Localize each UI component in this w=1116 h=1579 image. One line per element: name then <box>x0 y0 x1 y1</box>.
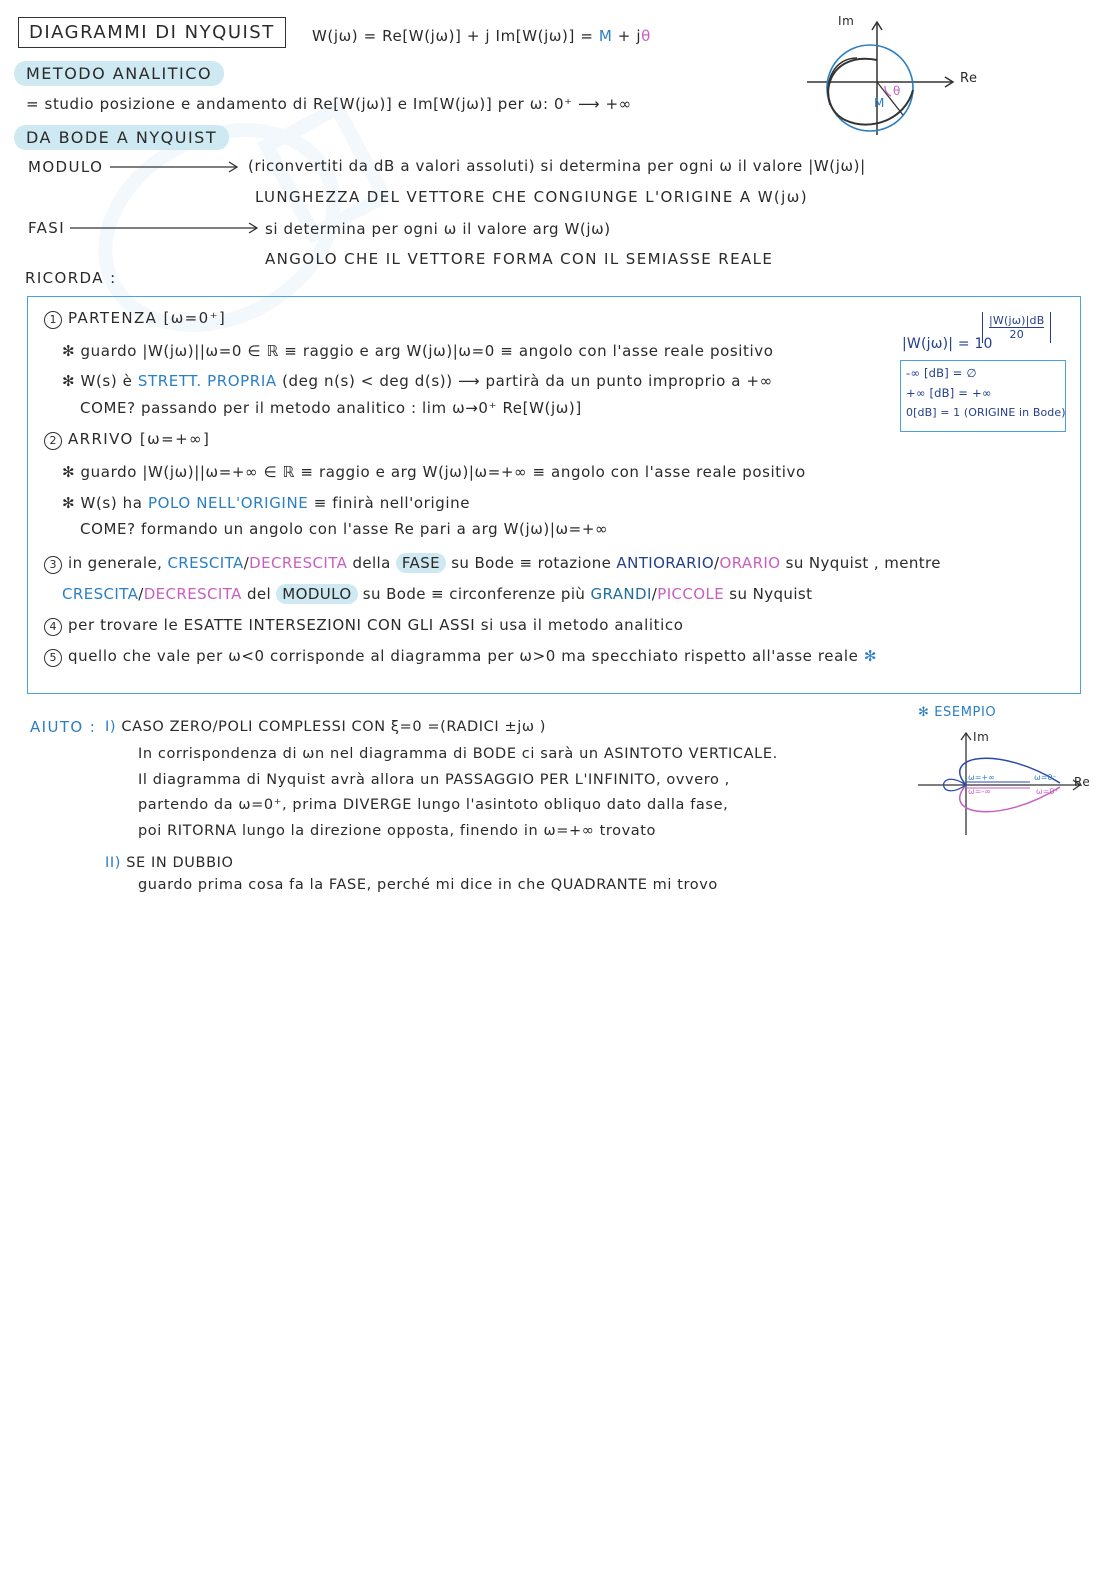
aiuto-case-1-title: I) CASO ZERO/POLI COMPLESSI CON ξ=0 =(RADICI ±jω ) <box>105 719 547 735</box>
point-4: 4 per trovare le ESATTE INTERSEZIONI CON GLI ASSI si usa il metodo analitico <box>44 616 684 636</box>
example-w-0-plus: ω=0⁺ <box>1036 787 1059 796</box>
example-title: ✻ ESEMPIO <box>918 705 997 720</box>
point-1-title: 1 PARTENZA [ω=0⁺] <box>44 309 226 329</box>
point-2-bullet-3: COME? formando un angolo con l'asse Re pari a arg W(jω)|ω=+∞ <box>80 520 609 538</box>
example-im-label: Im <box>973 730 990 744</box>
modulo-arrow <box>108 160 243 174</box>
vector-diagram-im-label: Im <box>838 14 855 28</box>
vector-diagram-re-label: Re <box>960 71 978 86</box>
point-3-line-1: 3 in generale, CRESCITA/DECRESCITA della FASE su Bode ≡ rotazione ANTIORARIO/ORARIO su Nyquist , mentre <box>44 554 941 574</box>
db-line-2: +∞ [dB] = +∞ <box>906 386 992 400</box>
aiuto-label: AIUTO : <box>30 718 97 736</box>
example-w-plus-inf: ω=+∞ <box>968 773 995 782</box>
section-heading-metodo: METODO ANALITICO <box>14 61 224 86</box>
db-formula: |W(jω)| = 10 <box>902 336 993 352</box>
point-1-bullet-3: COME? passando per il metodo analitico : lim ω→0⁺ Re[W(jω)] <box>80 399 582 417</box>
point-2-bullet-2: ✻ W(s) ha POLO NELL'ORIGINE ≡ finirà nell'origine <box>62 494 471 512</box>
example-nyquist-diagram <box>910 725 1100 840</box>
example-w-minus-inf: ω=-∞ <box>968 787 991 796</box>
example-re-label: Re <box>1074 775 1091 789</box>
point-2-title: 2 ARRIVO [ω=+∞] <box>44 430 210 450</box>
page-title: DIAGRAMMI DI NYQUIST <box>18 17 286 48</box>
fasi-arrow <box>68 221 263 235</box>
example-w-0-minus: ω=0⁻ <box>1034 773 1057 782</box>
point-5: 5 quello che vale per ω<0 corrisponde al diagramma per ω>0 ma specchiato rispetto all'asse reale ✻ <box>44 647 877 667</box>
db-line-1: -∞ [dB] = ∅ <box>906 366 977 380</box>
point-3-line-2: CRESCITA/DECRESCITA del MODULO su Bode ≡ circonferenze più GRANDI/PICCOLE su Nyquist <box>62 585 813 603</box>
fasi-text: si determina per ogni ω il valore arg W(jω) <box>265 220 611 238</box>
vector-diagram-theta-label: θ <box>893 84 901 98</box>
definition-formula: W(jω) = Re[W(jω)] + j Im[W(jω)] = M + jθ <box>312 27 651 45</box>
fasi-label: FASI <box>28 219 66 237</box>
metodo-description: = studio posizione e andamento di Re[W(jω)] e Im[W(jω)] per ω: 0⁺ ⟶ +∞ <box>26 95 632 113</box>
aiuto-case-1-line-1: In corrispondenza di ωn nel diagramma di BODE ci sarà un ASINTOTO VERTICALE. <box>138 746 778 762</box>
fasi-subtext: ANGOLO CHE IL VETTORE FORMA CON IL SEMIASSE REALE <box>265 250 774 268</box>
section-heading-bode: DA BODE A NYQUIST <box>14 125 229 150</box>
modulo-text: (riconvertiti da dB a valori assoluti) si determina per ogni ω il valore |W(jω)| <box>248 157 866 175</box>
point-1-bullet-1: ✻ guardo |W(jω)||ω=0 ∈ ℝ ≡ raggio e arg W(jω)|ω=0 ≡ angolo con l'asse reale positivo <box>62 342 774 360</box>
modulo-subtext: LUNGHEZZA DEL VETTORE CHE CONGIUNGE L'ORIGINE A W(jω) <box>255 188 808 206</box>
aiuto-case-2-line-1: guardo prima cosa fa la FASE, perché mi dice in che QUADRANTE mi trovo <box>138 877 718 893</box>
aiuto-case-1-line-4: poi RITORNA lungo la direzione opposta, finendo in ω=+∞ trovato <box>138 823 657 839</box>
point-1-bullet-2: ✻ W(s) è STRETT. PROPRIA (deg n(s) < deg d(s)) ⟶ partirà da un punto improprio a +∞ <box>62 372 773 390</box>
ricorda-label: RICORDA : <box>25 269 117 287</box>
modulo-label: MODULO <box>28 158 104 176</box>
aiuto-case-1-line-3: partendo da ω=0⁺, prima DIVERGE lungo l'asintoto obliquo dato dalla fase, <box>138 797 729 813</box>
vector-diagram-m-label: M <box>874 96 885 110</box>
point-2-bullet-1: ✻ guardo |W(jω)||ω=+∞ ∈ ℝ ≡ raggio e arg W(jω)|ω=+∞ ≡ angolo con l'asse reale positivo <box>62 463 806 481</box>
db-formula-exponent: |W(jω)|dB 20 <box>982 312 1051 343</box>
aiuto-case-2-title: II) SE IN DUBBIO <box>105 855 234 871</box>
db-line-3: 0[dB] = 1 (ORIGINE in Bode) <box>906 406 1066 419</box>
aiuto-case-1-line-2: Il diagramma di Nyquist avrà allora un PASSAGGIO PER L'INFINITO, ovvero , <box>138 772 730 788</box>
